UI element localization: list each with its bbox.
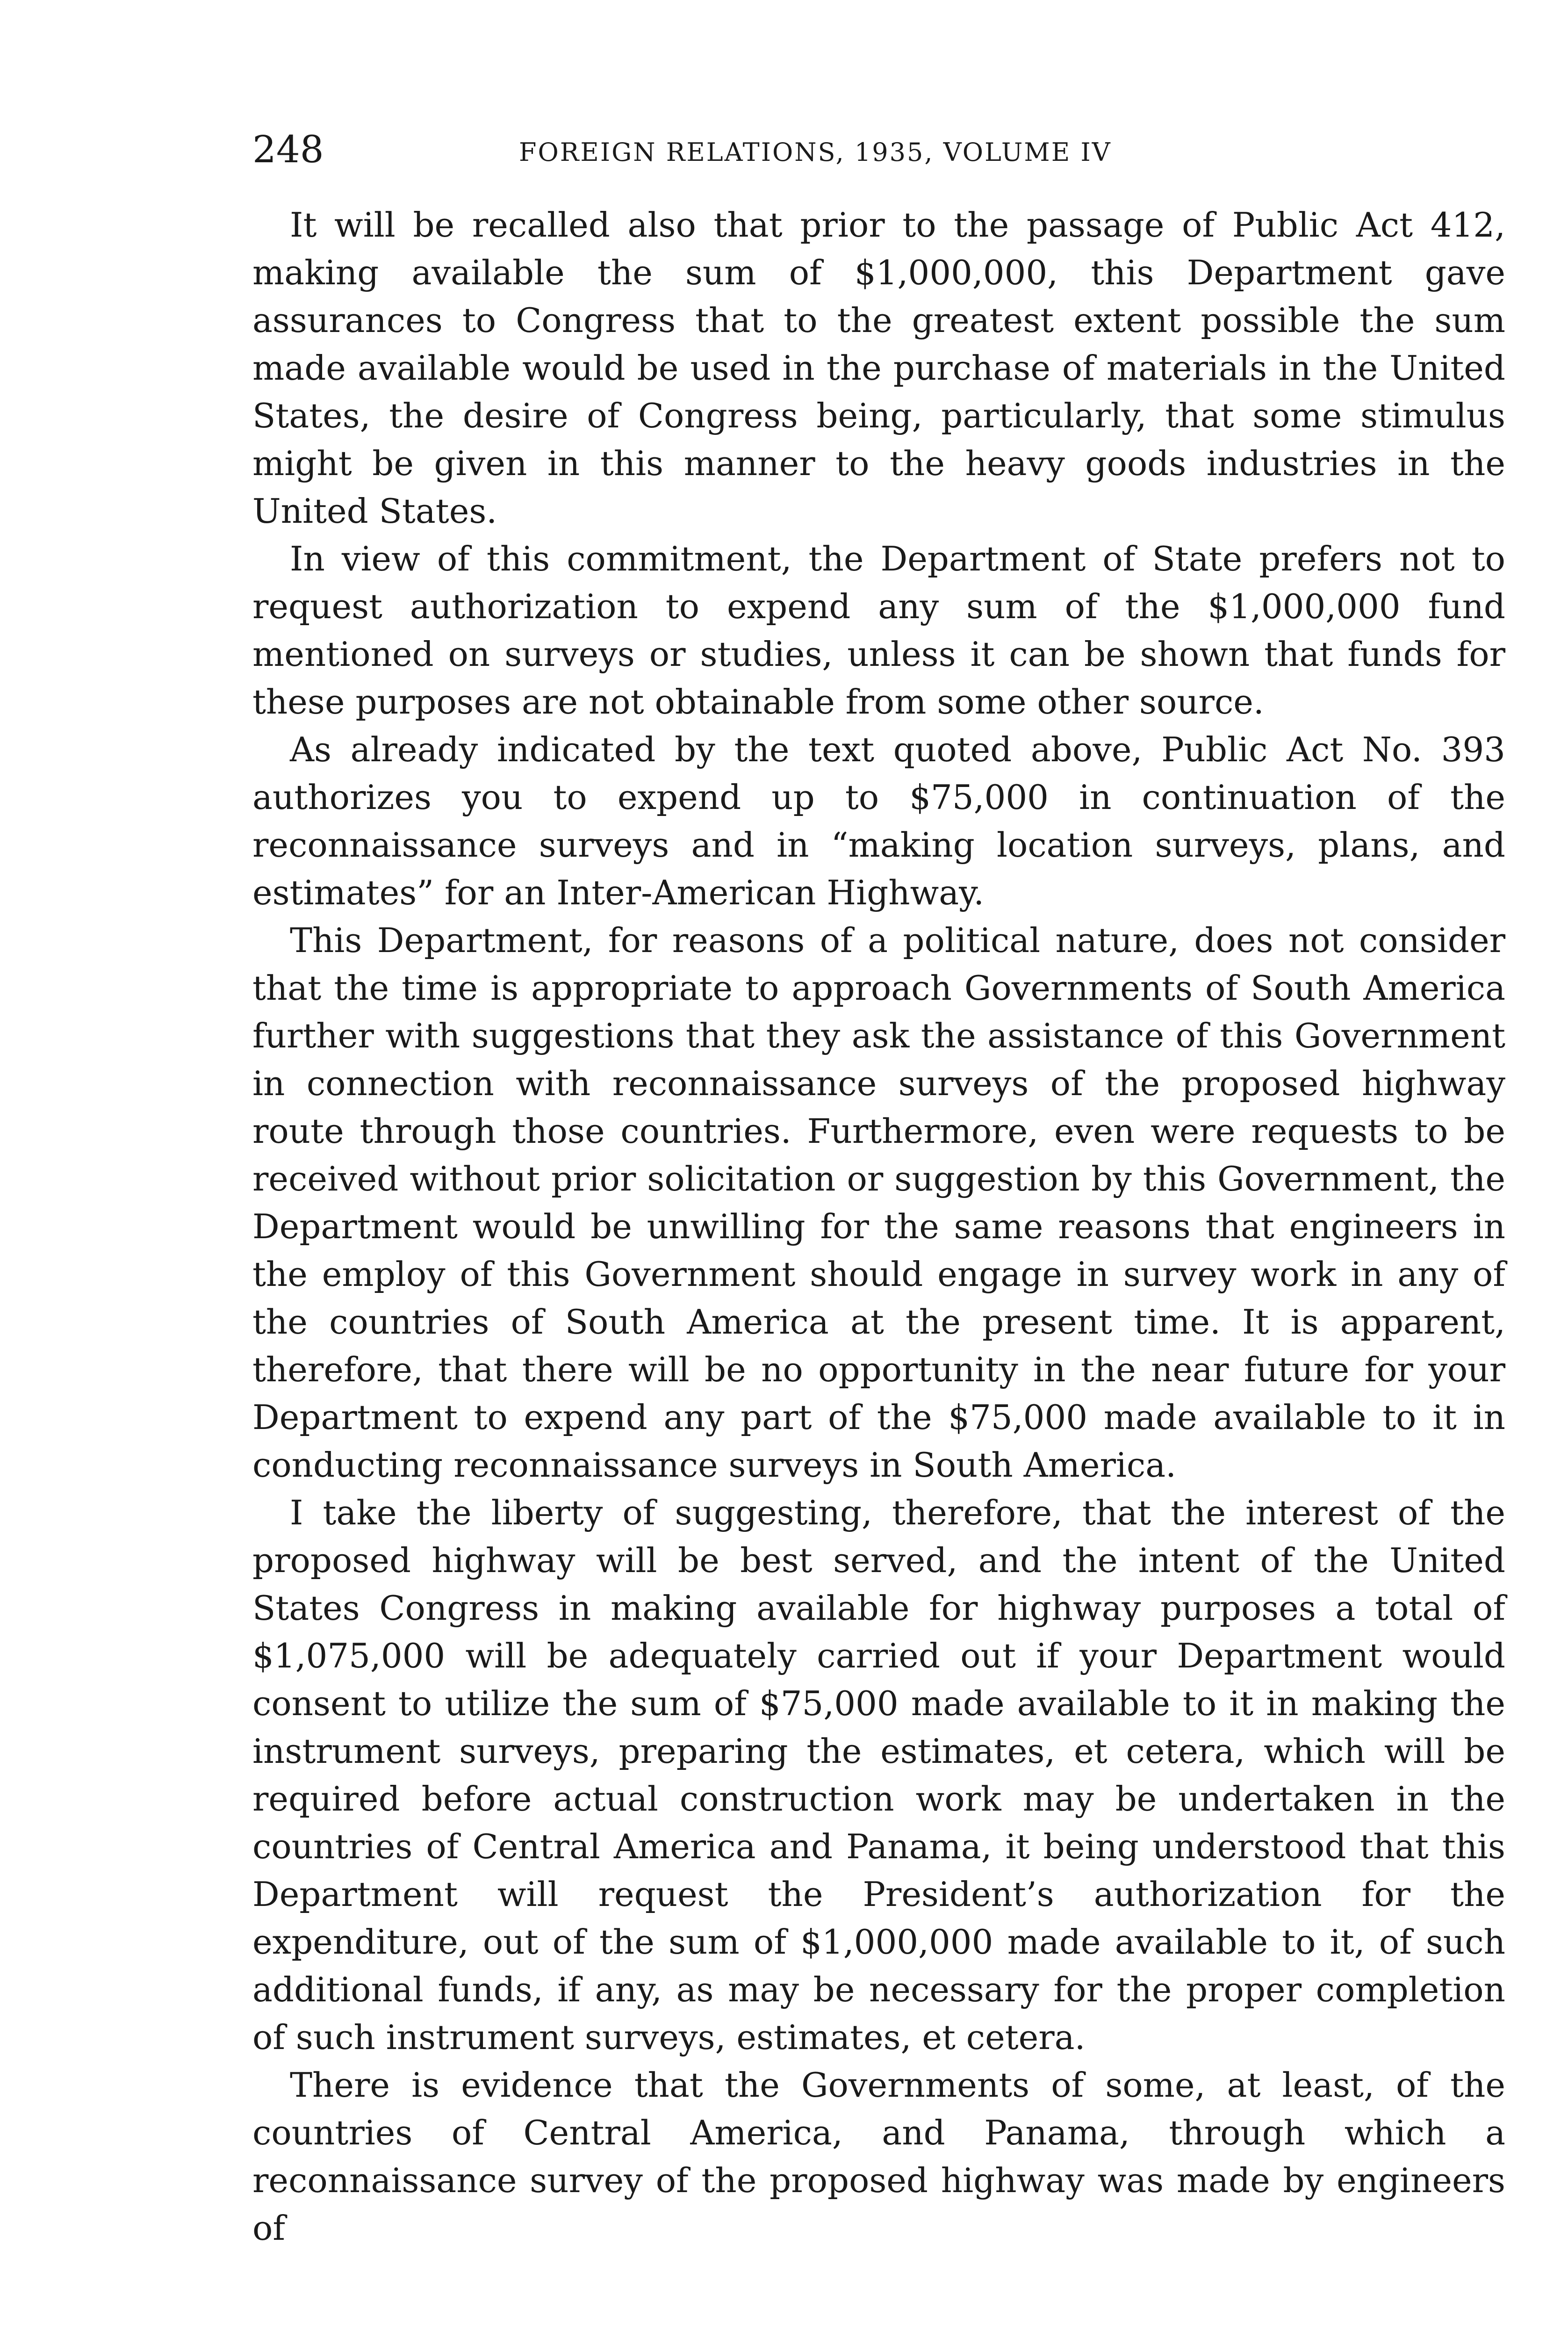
paragraph: As already indicated by the text quoted above, Public Act No. 393 authorizes you to expend up to $75,000 in continuation of the reconnaissance surveys and in “making location surveys, plans, and estimates” for an Inter-American Highway.: [252, 730, 1505, 912]
paragraph: It will be recalled also that prior to the passage of Public Act 412, making available the sum of $1,000,000, this Department gave assurances to Congress that to the greatest extent possible the sum made available would be used in the purchase of materials in the United States, the desire of Congress being, particularly, that some stimulus might be given in this manner to the heavy goods industries in the United States.: [252, 205, 1505, 531]
paragraph: I take the liberty of suggesting, therefore, that the interest of the proposed highway will be best served, and the intent of the United States Congress in making available for highway purposes a total of $1,075,000 will be adequately carried out if your Department would consent to utilize the sum of $75,000 made available to it in making the instrument surveys, preparing the estimates, et cetera, which will be required before actual construction work may be undertaken in the countries of Central America and Panama, it being understood that this Department will request the President’s authorization for the expenditure, out of the sum of $1,000,000 made available to it, of such additional funds, if any, as may be necessary for the proper completion of such instrument surveys, estimates, et cetera.: [252, 1493, 1505, 2057]
paragraph: This Department, for reasons of a political nature, does not consider that the time is appropriate to approach Governments of South America further with suggestions that they ask the assistance of this Government in connection with reconnaissance surveys of the proposed highway route through those countries. Furthermore, even were requests to be received without prior solicitation or suggestion by this Government, the Department would be unwilling for the same reasons that engineers in the employ of this Government should engage in survey work in any of the countries of South America at the present time. It is apparent, therefore, that there will be no opportunity in the near future for your Department to expend any part of the $75,000 made available to it in conducting reconnaissance surveys in South America.: [252, 921, 1505, 1485]
paragraph: There is evidence that the Governments of some, at least, of the countries of Central America, and Panama, through which a reconnaissance survey of the proposed highway was made by engineers of: [252, 2065, 1505, 2248]
running-title: FOREIGN RELATIONS, 1935, VOLUME IV: [519, 137, 1112, 167]
running-header: [252, 126, 1505, 178]
body-text: [252, 201, 1505, 2252]
page-number: 248: [252, 128, 324, 171]
paragraph: In view of this commitment, the Department of State prefers not to request authorization to expend any sum of the $1,000,000 fund mentioned on surveys or studies, unless it can be shown that funds for these purposes are not obtainable from some other source.: [252, 539, 1505, 722]
document-page: [252, 126, 1505, 2252]
